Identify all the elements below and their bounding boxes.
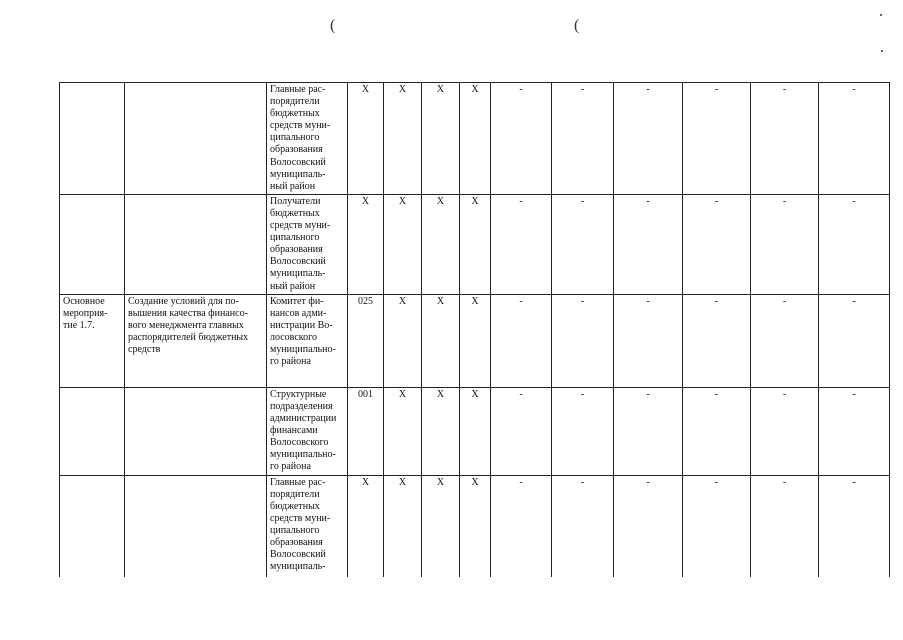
scan-speck	[880, 14, 882, 16]
value-cell: -	[751, 83, 819, 195]
x-cell: X	[384, 387, 422, 475]
value-cell: -	[683, 194, 751, 294]
table-row	[60, 387, 890, 475]
x-cell: X	[384, 194, 422, 294]
executor-cell: Главные рас- порядители бюджетных средств муни- ципального образования Волосовский муниципаль- ный район	[267, 83, 348, 195]
value-cell: -	[751, 387, 819, 475]
value-cell: -	[683, 83, 751, 195]
value-cell: -	[552, 387, 614, 475]
x-cell: X	[460, 387, 491, 475]
x-cell: X	[422, 83, 460, 195]
value-cell: -	[614, 83, 683, 195]
value-cell: -	[614, 194, 683, 294]
x-cell: X	[422, 194, 460, 294]
value-cell: -	[751, 294, 819, 387]
value-cell: -	[819, 83, 890, 195]
value-cell: -	[614, 294, 683, 387]
value-cell: -	[683, 294, 751, 387]
table-row	[60, 83, 890, 195]
x-cell: X	[460, 194, 491, 294]
value-cell: -	[552, 194, 614, 294]
description-cell	[125, 83, 267, 195]
value-cell: -	[491, 387, 552, 475]
paren-mark-right: (	[574, 17, 580, 34]
executor-cell: Главные рас- порядители бюджетных средств муни- ципального образования Волосовский муниципаль-	[267, 475, 348, 577]
table-row	[60, 294, 890, 387]
measure-cell	[60, 387, 125, 475]
x-cell: X	[384, 83, 422, 195]
value-cell: -	[552, 294, 614, 387]
value-cell: -	[614, 387, 683, 475]
executor-cell: Комитет фи- нансов адми- нистрации Во- лосовского муниципально- го района	[267, 294, 348, 387]
value-cell: -	[819, 194, 890, 294]
value-cell: -	[491, 475, 552, 577]
measure-cell	[60, 475, 125, 577]
table-row	[60, 194, 890, 294]
measure-cell: Основное мероприя- тие 1.7.	[60, 294, 125, 387]
description-cell	[125, 475, 267, 577]
value-cell: -	[683, 387, 751, 475]
value-cell: -	[552, 83, 614, 195]
executor-cell: Получатели бюджетных средств муни- ципального образования Волосовский муниципаль- ный район	[267, 194, 348, 294]
value-cell: -	[614, 475, 683, 577]
value-cell: -	[751, 194, 819, 294]
value-cell: -	[491, 83, 552, 195]
description-cell	[125, 387, 267, 475]
value-cell: -	[751, 475, 819, 577]
value-cell: -	[491, 194, 552, 294]
budget-measures-table	[59, 82, 890, 577]
value-cell: -	[552, 475, 614, 577]
value-cell: -	[819, 294, 890, 387]
value-cell: -	[491, 294, 552, 387]
value-cell: -	[819, 387, 890, 475]
x-cell: X	[460, 83, 491, 195]
paren-mark-left: (	[330, 17, 336, 34]
code-cell: X	[348, 194, 384, 294]
x-cell: X	[422, 387, 460, 475]
code-cell: X	[348, 475, 384, 577]
x-cell: X	[460, 475, 491, 577]
description-cell: Создание условий для по- вышения качества финансо- вого менеджмента главных распорядителей бюджетных средств	[125, 294, 267, 387]
description-cell	[125, 194, 267, 294]
x-cell: X	[384, 294, 422, 387]
scan-speck	[881, 50, 883, 52]
table-row	[60, 475, 890, 577]
x-cell: X	[460, 294, 491, 387]
code-cell: X	[348, 83, 384, 195]
code-cell: 001	[348, 387, 384, 475]
value-cell: -	[683, 475, 751, 577]
x-cell: X	[422, 294, 460, 387]
measure-cell	[60, 83, 125, 195]
x-cell: X	[384, 475, 422, 577]
x-cell: X	[422, 475, 460, 577]
measure-cell	[60, 194, 125, 294]
executor-cell: Структурные подразделения администрации финансами Волосовского муниципально- го района	[267, 387, 348, 475]
value-cell: -	[819, 475, 890, 577]
code-cell: 025	[348, 294, 384, 387]
